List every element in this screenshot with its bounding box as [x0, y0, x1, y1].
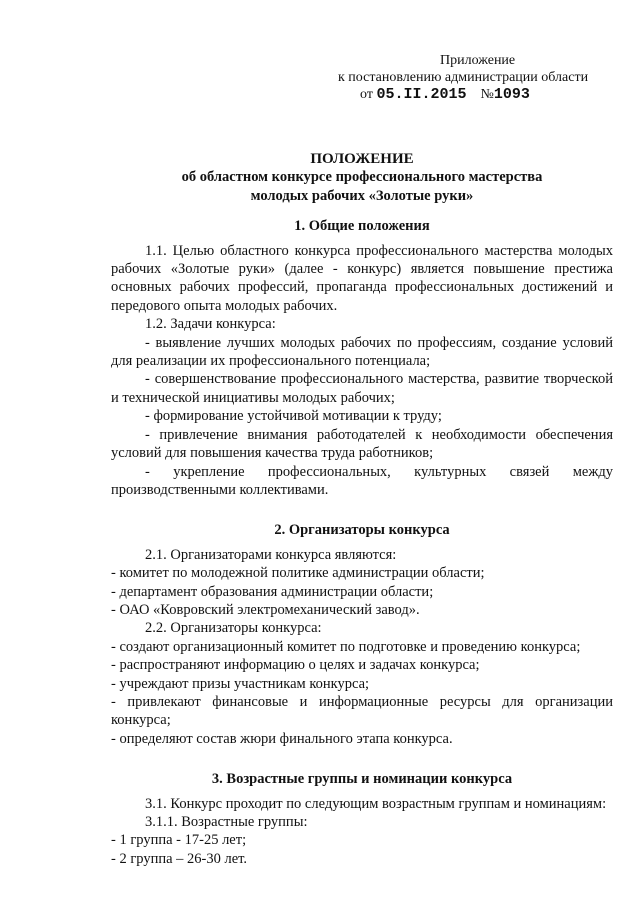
list-item: - привлечение внимания работодателей к необходимости обеспечения условий для повышения качества труда работников;: [111, 426, 613, 462]
list-item: - создают организационный комитет по подготовке и проведению конкурса;: [111, 638, 581, 655]
list-item: - 2 группа – 26-30 лет.: [111, 850, 248, 867]
date-prefix: от: [360, 87, 373, 102]
paragraph-1-1: 1.1. Целью областного конкурса профессионального мастерства молодых рабочих «Золотые руки» (далее - конкурс) является повышение престижа основных рабочих профессий, пропаганда профессиональных достижений и передового опыта молодых рабочих.: [111, 242, 613, 314]
appendix-label: Приложение: [440, 53, 516, 68]
list-item: - департамент образования администрации области;: [111, 583, 434, 600]
paragraph-3-1: 3.1. Конкурс проходит по следующим возрастным группам и номинациям:: [145, 795, 607, 812]
list-item: - привлекают финансовые и информационные ресурсы для организации конкурса;: [111, 693, 613, 729]
list-item: - распространяют информацию о целях и задачах конкурса;: [111, 657, 480, 674]
list-item: - определяют состав жюри финального этапа конкурса.: [111, 730, 453, 747]
resolution-date: 05.II.2015: [376, 86, 467, 103]
document-body: [111, 150, 613, 868]
section-1-heading: 1. Общие положения: [294, 218, 430, 235]
list-item: - выявление лучших молодых рабочих по профессиям, создание условий для реализации их профессионального потенциала;: [111, 334, 613, 370]
title-line-1: ПОЛОЖЕНИЕ: [310, 151, 414, 167]
list-item: - совершенствование профессионального мастерства, развитие творческой и технической инициативы молодых рабочих;: [111, 371, 613, 406]
list-item: - 1 группа - 17-25 лет;: [111, 832, 247, 849]
resolution-number: 1093: [493, 86, 530, 103]
list-item: - укрепление профессиональных, культурных связей между производственными коллективами.: [111, 463, 613, 498]
resolution-reference: к постановлению администрации области: [338, 70, 589, 85]
number-prefix: №: [480, 87, 494, 102]
list-item: - ОАО «Ковровский электромеханический завод».: [111, 601, 420, 618]
list-item: - учреждают призы участникам конкурса;: [111, 675, 370, 692]
title-line-3: молодых рабочих «Золотые руки»: [250, 187, 474, 204]
document-title: [111, 150, 613, 205]
title-line-2: об областном конкурсе профессионального мастерства: [181, 169, 543, 186]
list-item: - формирование устойчивой мотивации к труду;: [145, 408, 442, 425]
paragraph-2-2: 2.2. Организаторы конкурса:: [145, 620, 322, 637]
paragraph-2-1: 2.1. Организаторами конкурса являются:: [145, 546, 397, 563]
approval-header: [330, 52, 590, 103]
paragraph-3-1-1: 3.1.1. Возрастные группы:: [145, 814, 308, 830]
section-2-heading: 2. Организаторы конкурса: [274, 522, 450, 539]
section-3-heading: 3. Возрастные группы и номинации конкурса: [211, 771, 513, 788]
resolution-date-number: [330, 86, 590, 103]
list-item: - комитет по молодежной политике администрации области;: [111, 565, 485, 582]
paragraph-1-2: 1.2. Задачи конкурса:: [145, 316, 276, 333]
